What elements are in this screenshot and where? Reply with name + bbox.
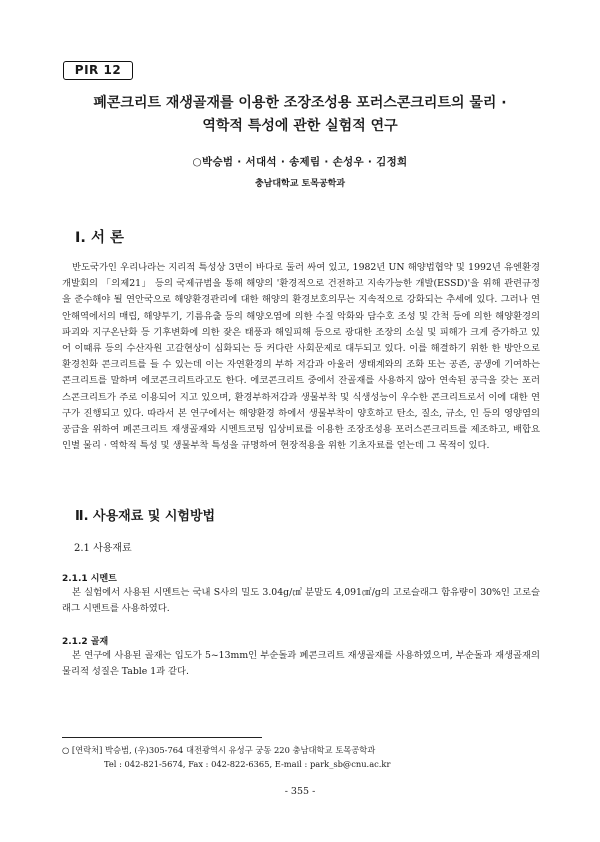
cement-paragraph: 본 실험에서 사용된 시멘트는 국내 S사의 밀도 3.04g/㎤ 분말도 4,091㎠/g의 고로슬래그 함유량이 30%인 고로슬래그 시멘트를 사용하였다. [62,587,540,615]
aggregate-paragraph: 본 연구에 사용된 골재는 입도가 5~13mm인 부순돌과 폐콘크리트 재생골재를 사용하였으며, 부순돌과 재생골재의 물리적 성질은 Table 1과 같다. [62,650,540,678]
paper-title-line2: 역학적 특성에 관한 실험적 연구 [202,118,398,134]
footnote-contact: ○ [연락처] 박승범, (우)305-764 대전광역시 유성구 궁동 220 충남대학교 토목공학과 [62,745,376,755]
section-heading-introduction: Ⅰ. 서 론 [75,230,125,246]
paper-title-line1: 폐콘크리트 재생골재를 이용한 조장조성용 포러스콘크리트의 물리 · [93,95,507,111]
section-heading-materials-methods: Ⅱ. 사용재료 및 시험방법 [75,509,216,524]
subsubsection-heading-aggregate: 2.1.2 골재 [62,637,109,647]
session-badge: PIR 12 [63,61,133,80]
footnote-tel-fax-email: Tel : 042-821-5674, Fax : 042-822-6365, E-mail : park_sb@cnu.ac.kr [104,759,391,769]
affiliation: 충남대학교 토목공학과 [254,179,346,189]
subsection-heading-materials: 2.1 사용재료 [74,543,132,554]
footnote-divider [62,737,262,738]
author-list: ○박승범 · 서대석 · 송제림 · 손성우 · 김정희 [192,156,408,168]
page-number: - 355 - [284,786,316,797]
subsubsection-heading-cement: 2.1.1 시멘트 [62,574,117,584]
introduction-paragraph: 반도국가인 우리나라는 지리적 특성상 3면이 바다로 둘러 싸여 있고, 1982년 UN 해양법협약 및 1992년 유엔환경개발회의 「의제21」 등의 국제규범을 통해 해양의 '환경적으로 건전하고 지속가능한 개발(ESSD)'을 위해 관련규정을 준수해야 될 연안국으로 해양환경관리에 대한 해양의 환경보호의무는 지속적으로 강화되는 추세에 있다. 그러나 연안해역에서의 매립, 해양투기, 기름유출 등의 해양오염에 의한 수질 악화와 담수호 조성 및 간척 등에 의한 해양환경의 파괴와 지구온난화 등 기후변화에 의한 잦은 태풍과 해일피해 등으로 광대한 조장의 소실 및 피해가 크게 증가하고 있어 이때류 등의 수산자원 고갈현상이 심화되는 등 커다란 사회문제로 대두되고 있다. 이를 해결하기 위한 한 방안으로 환경친화 콘크리트를 들 수 있는데 이는 자연환경의 부하 저감과 아울러 생태계와의 조화 또는 공존, 공생에 기여하는 콘크리트를 말하며 에코콘크리트라고도 한다. 에코콘크리트 중에서 잔골재를 사용하지 않아 연속된 공극을 갖는 포러스콘크리트가 주로 이용되어 지고 있으며, 환경부하저감과 생물부착 및 식생성능이 우수한 콘크리트로서 이에 대한 연구가 진행되고 있다. 따라서 본 연구에서는 해양환경 하에서 생물부착이 양호하고 탄소, 질소, 규소, 인 등의 영양염의 공급을 위하여 폐콘크리트 재생골재와 시멘트코팅 입상비료를 이용한 조장조성용 포러스콘크리트를 제조하고, 배합요인별 물리 · 역학적 특성 및 생물부착 특성을 규명하여 현장적용을 위한 기초자료를 얻는데 그 목적이 있다. [62,262,540,452]
